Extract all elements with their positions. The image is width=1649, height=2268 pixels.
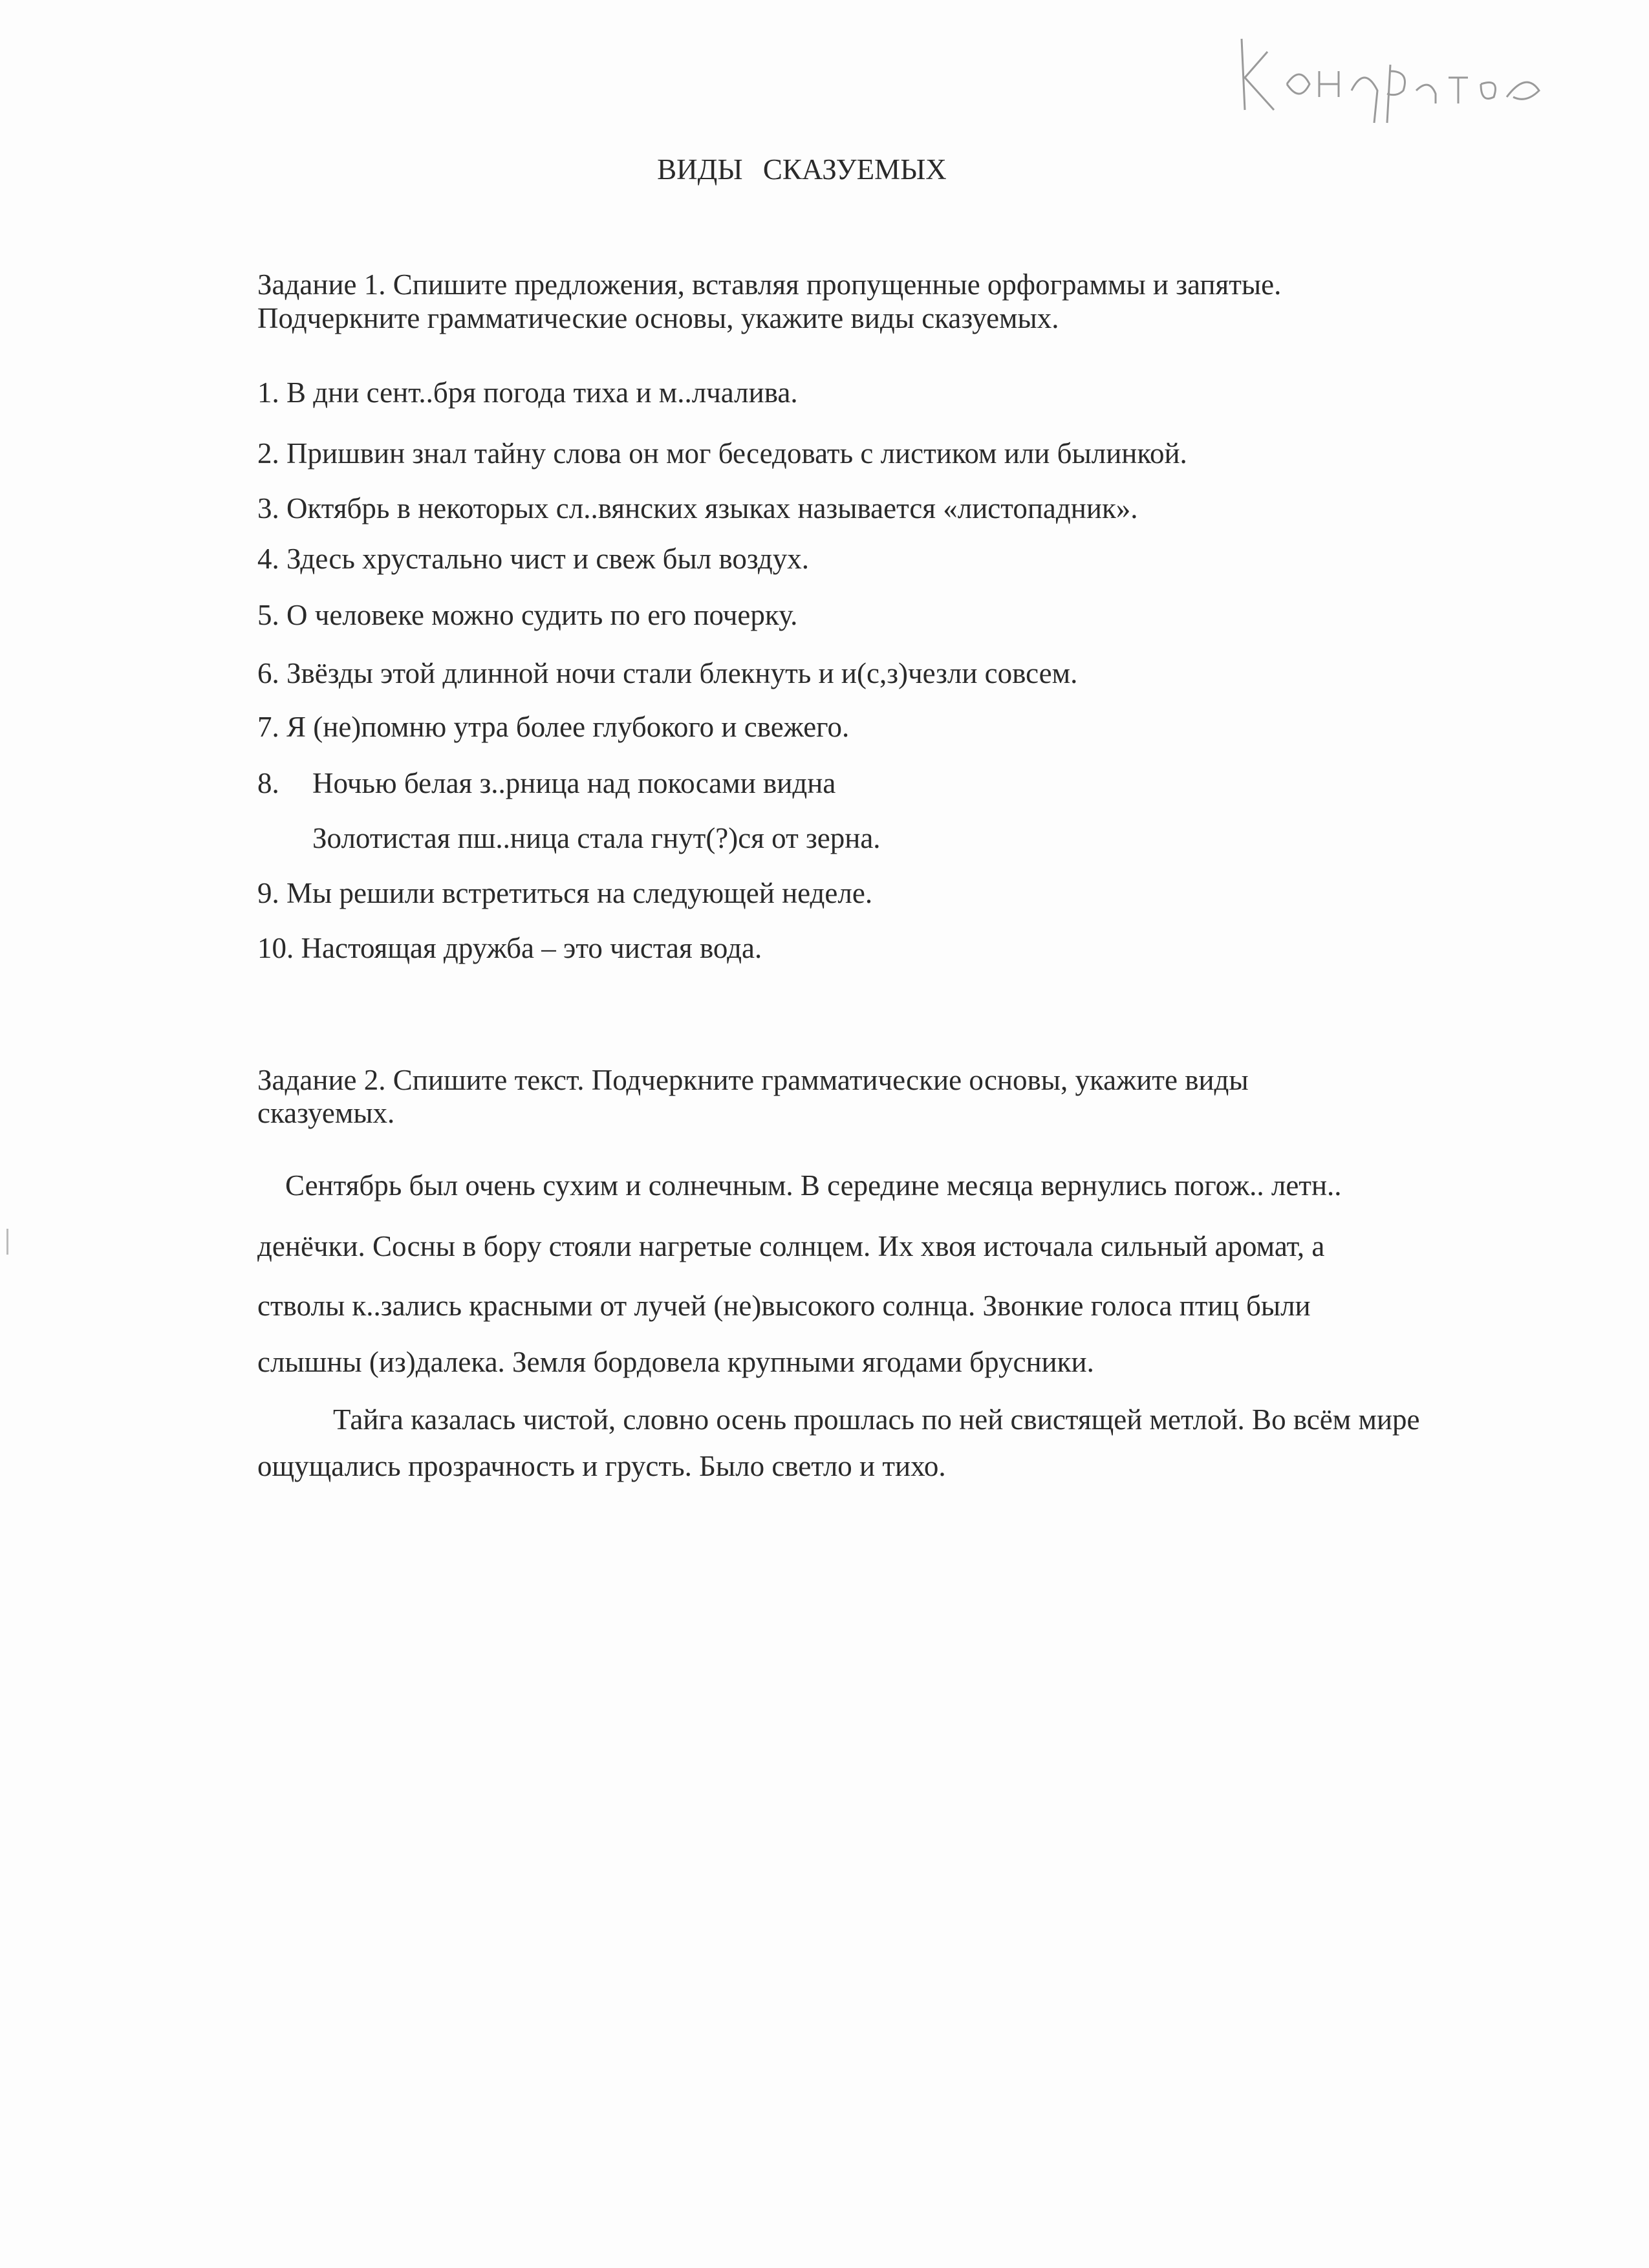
task2-text-line: ощущались прозрачность и грусть. Было светло и тихо. — [257, 1450, 946, 1482]
task1-item: 9. Мы решили встретиться на следующей неделе. — [257, 877, 873, 909]
task2-text-line: стволы к..зались красными от лучей (не)высокого солнца. Звонкие голоса птиц были — [257, 1290, 1311, 1322]
scan-edge-mark — [6, 1229, 8, 1255]
task1-item: Золотистая пш..ница стала гнут(?)ся от зерна. — [312, 822, 881, 854]
task1-item: 7. Я (не)помню утра более глубокого и свежего. — [257, 711, 850, 743]
task1-item: 4. Здесь хрустально чист и свеж был воздух. — [257, 543, 810, 575]
task1-item: 2. Пришвин знал тайну слова он мог беседовать с листиком или былинкой. — [257, 437, 1187, 470]
task2-heading-line1: Задание 2. Спишите текст. Подчеркните грамматические основы, укажите виды — [257, 1064, 1249, 1096]
page-title: ВИДЫ СКАЗУЕМЫХ — [657, 153, 947, 186]
task2-heading-line2: сказуемых. — [257, 1097, 395, 1129]
task2-text-line: Сентябрь был очень сухим и солнечным. В середине месяца вернулись погож.. летн.. — [285, 1169, 1342, 1202]
task1-item: Ночью белая з..рница над покосами видна — [312, 767, 836, 799]
task1-item-number: 8. — [257, 767, 279, 799]
task1-item: 5. О человеке можно судить по его почерку. — [257, 599, 798, 631]
task1-heading-line2: Подчеркните грамматические основы, укажите виды сказуемых. — [257, 302, 1059, 334]
task1-item: 1. В дни сент..бря погода тиха и м..лчалива. — [257, 376, 798, 409]
task2-text-line: Тайга казалась чистой, словно осень прошлась по ней свистящей метлой. Во всём мире — [333, 1403, 1420, 1436]
task1-item: 3. Октябрь в некоторых сл..вянских языках называется «листопадник». — [257, 492, 1138, 524]
task1-heading-line1: Задание 1. Спишите предложения, вставляя пропущенные орфограммы и запятые. — [257, 268, 1282, 301]
task1-item: 10. Настоящая дружба – это чистая вода. — [257, 932, 762, 964]
task1-item: 6. Звёзды этой длинной ночи стали блекнуть и и(с,з)чезли совсем. — [257, 657, 1078, 689]
task2-text-line: денёчки. Сосны в бору стояли нагретые солнцем. Их хвоя источала сильный аромат, а — [257, 1230, 1325, 1262]
task2-text-line: слышны (из)далека. Земля бордовела крупными ягодами брусники. — [257, 1346, 1094, 1378]
handwritten-signature — [1229, 13, 1565, 129]
